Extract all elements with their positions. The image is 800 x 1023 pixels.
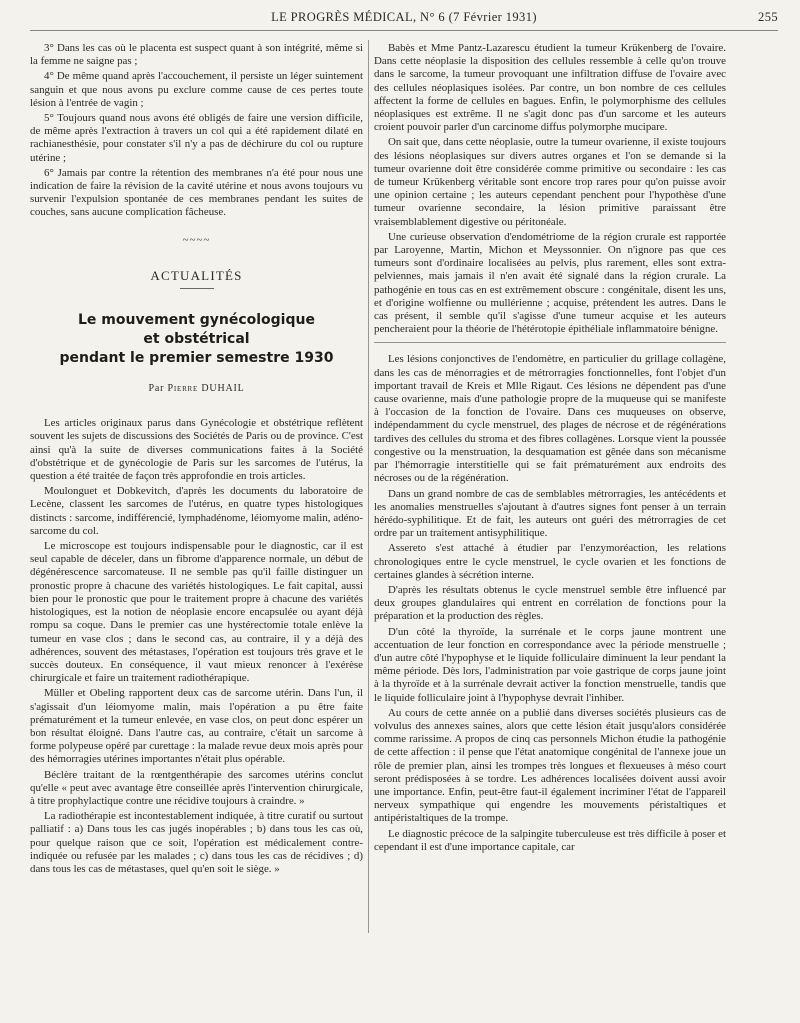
paragraph: Les lésions conjonctives de l'endomètre, en particulier du grillage collagène, dans les cas de ménorragies et de métrorragies fonctionnelles, font l'objet d'un important travail de Kreis et Mlle Rigaut. Ces lésions ne dépendent pas d'une cause ovarienne, mais d'une pathologie propre de la muqueuse qui se manifeste à l'occasion de la fonction de l'ovaire. Dans ces muqueuses on observe, indépendamment du cycle menstruel, des plages de nécrose et de régénérations tardives des cellules du stroma et des fibres collagènes. Lorsque vient la poussée congestive ou la menstruation, la desquamation est gênée dans son mécanisme par l'hémorragie interstitielle qui se fait prématurément aux endroits des nécroses ou de la régénération. (374, 353, 726, 485)
paragraph: Les articles originaux parus dans Gynécologie et obstétrique reflètent souvent les sujets de discussions des Sociétés de Paris ou de province. C'est ainsi qu'à la suite de diverses communications faites à la Société d'obstétrique et de gynécologie de Paris sur les sarcomes de l'utérus, la question a été traitée de façon très approfondie en trois articles. (30, 417, 363, 483)
section-ornament: ~~~~ (182, 233, 211, 246)
column-divider (368, 40, 369, 933)
paragraph: On sait que, dans cette néoplasie, outre la tumeur ovarienne, il existe toujours des lésions néoplasiques sur divers autres organes et l'on se demande si la tumeur ovarienne doit être considérée comme primitive ou secondaire : les cas de tumeur Krükenberg véritable sont encore trop rares pour qu'on puisse avoir une opinion certaine ; les auteurs cependant penchent pour l'hypothèse d'une tumeur ovarienne secondaire, la lésion primitive paraissant être vraisemblablement digestive ou péritonéale. (374, 136, 726, 228)
paragraph: Le microscope est toujours indispensable pour le diagnostic, car il est seul capable de déceler, dans un fibrome d'apparence normale, un début de dégénérescence sarcomateuse. Il ne semble pas qu'il faille distinguer un pronostic propre à chacune des variétés histologiques. Le fait capital, aussi bien pour le pronostic que pour le traitement propre à chacune des variétés histologiques, est la notion de néoplasie encore encapsulée ou ayant déjà rompu sa coque. Dans le premier cas une hystérectomie totale enlève la tumeur en vase clos ; dans le second cas, au contraire, il y a déjà des adhérences, souvent des métastases, l'opération est toujours très grave et le succès douteux. En conséquence, il vaut mieux renoncer à l'exérèse chirurgicale et faire un traitement radiothérapique. (30, 540, 363, 685)
paragraph: Moulonguet et Dobkevitch, d'après les documents du laboratoire de Lecène, classent les sarcomes de l'utérus, en quatre types histologiques distincts : sarcome, indifférencié, lymphadénome, léiomyome malin, adéno-sarcome du col. (30, 485, 363, 537)
paragraph: Le diagnostic précoce de la salpingite tuberculeuse est très difficile à poser et cependant il est d'une importance capitale, car (374, 827, 726, 853)
article-title-line: Le mouvement gynécologique (78, 312, 315, 329)
article-byline (30, 382, 363, 395)
byline-author: Pierre DUHAIL (167, 383, 245, 395)
paragraph-separator (374, 342, 726, 343)
paragraph: Assereto s'est attaché à étudier par l'enzymoréaction, les relations chronologiques entre le cycle menstruel, le cycle ovarien et les fonctions de certaines glandes à sécrétion interne. (374, 542, 726, 581)
section-heading: ACTUALITÉS (150, 267, 243, 283)
page-header (30, 10, 778, 30)
paragraph: 6° Jamais par contre la rétention des membranes n'a été pour nous une indication de faire la révision de la cavité utérine et nous avons toujours vu survenir l'expulsion spontanée de ces membranes pendant les suites de couches, sans aucune complication fâcheuse. (30, 166, 363, 219)
paragraph: Müller et Obeling rapportent deux cas de sarcome utérin. Dans l'un, il s'agissait d'un léiomyome malin, mais l'opération a pu être faite prématurément et la tumeur enlevée, en vase clos, on peut donc espérer un bon résultat éloigné. Dans l'autre cas, au contraire, c'était un sarcome à forme polypeuse opéré par curettage : la malade revue deux mois après pour des hémorragies utérines importantes n'était plus opérable. (30, 687, 363, 766)
paragraph: D'après les résultats obtenus le cycle menstruel semble être influencé par deux groupes glandulaires qui entrent en corrélation de fonctions pour la préparation et la production des règles. (374, 583, 726, 623)
paragraph: Au cours de cette année on a publié dans diverses sociétés plusieurs cas de volvulus des annexes saines, alors que cette lésion était jusqu'alors considérée comme rarissime. A propos de cinq cas personnels Michon étudie la pathogénie de cette affection : il pense que l'état anatomique congénital de l'annexe joue un rôle de premier plan, ainsi les trompes très longues et flexueuses à méso court seront prédisposées à se tordre. Les adhérences localisées doivent aussi avoir une importance. Enfin, peut-être faut-il également incriminer l'état de l'appareil nerveux sympathique qui engendre les mouvements péristaltiques et antipéristaltiques de la trompe. (374, 706, 726, 825)
paragraph: D'un côté la thyroïde, la surrénale et le corps jaune montrent une accentuation de leur fonction en correspondance avec la période menstruelle ; d'un autre côté l'hypophyse et le liquide folliculaire diminuent la leur pendant la même période. Dès lors, l'administration par voie gastrique de corps jaune joint à la thyroïde et à la surrénale devrait activer la fonction menstruelle, tandis que le liquide folliculaire joint à l'hypophyse devrait l'inhiber. (374, 625, 726, 704)
paragraph: 4° De même quand après l'accouchement, il persiste un léger suintement sanguin et que nous avons pu exclure comme cause de ces pertes toute lésion à l'entrée de vagin ; (30, 70, 363, 109)
article-title-line: pendant le premier semestre 1930 (59, 350, 334, 367)
paragraph: La radiothérapie est incontestablement indiquée, à titre curatif ou surtout palliatif : a) Dans tous les cas jugés inopérables ; b) dans tous les cas où, pour quelque raison que ce soit, l'opération est médicalement contre-indiquée ou refusée par les malades ; c) dans tous les cas de récidives ; d) dans tous les cas de métastases, quel qu'en soit le siège. » (30, 810, 363, 875)
paragraph: 3° Dans les cas où le placenta est suspect quant à son intégrité, même si la femme ne saigne pas ; (30, 42, 363, 68)
paragraph: Babès et Mme Pantz-Lazarescu étudient la tumeur Krükenberg de l'ovaire. Dans cette néoplasie la disposition des cellules ressemble à celle qu'on trouve dans le sarcome, la tumeur provoquant une infiltration diffuse de l'ovaire avec des cellules néoplasiques isolées. Par contre, un bon nombre de ces cellules affectent la forme de cellules en bagues. Enfin, le polymorphisme des cellules néoplasiques est extrême. Il ne s'agit donc pas d'un sarcome et les auteurs croient pouvoir parler d'un carcinome diffus polymorphe mucipare. (374, 42, 726, 134)
journal-title: LE PROGRÈS MÉDICAL, N° 6 (7 Février 1931) (271, 10, 537, 24)
left-column (30, 42, 363, 878)
paragraph: Béclère traitant de la rœntgenthérapie des sarcomes utérins conclut qu'elle « peut avec avantage être conseillée après l'intervention chirurgicale, à titre prophylactique contre une récidive toujours à craindre. » (30, 768, 363, 807)
page-number: 255 (758, 10, 778, 24)
header-rule (30, 30, 778, 31)
paragraph: Une curieuse observation d'endométriome de la région crurale est rapportée par Laroyenne, Martin, Michon et Meyssonnier. On n'ignore pas que ces tumeurs sont d'ordinaire localisées au pelvis, plus rarement, elles sont extra-pelviennes, mais jamais il n'en avait été signalé dans la région crurale. La pathogénie en tous cas en est extrêmement obscure : congénitale, disent les uns, et d'origine wolfienne ou mullérienne ; acquise, prétendent les autres. Dans le cas présent, il semble qu'il s'agisse d'une tumeur acquise et les auteurs pencheraient pour la théorie de l'hétérotopie épithéliale inflammatoire bénigne. (374, 230, 726, 336)
right-column (374, 42, 726, 856)
paragraph: 5° Toujours quand nous avons été obligés de faire une version difficile, de même après l'extraction à travers un col qui a été rapidement dilaté en rachianesthésie, pour constater s'il n'y a pas de déchirure du col ou rupture utérine ; (30, 112, 363, 164)
paragraph: Dans un grand nombre de cas de semblables métrorragies, les antécédents et les anomalies menstruelles s'ajoutant à d'autres signes font penser à un terrain hérédo-syphilitique. Et de fait, les auteurs ont guéri des métrorragies de cet ordre par un traitement antisyphilitique. (374, 487, 726, 540)
section-rule (180, 288, 214, 289)
article-title (30, 311, 363, 368)
article-title-line: et obstétrical (143, 331, 250, 348)
byline-prefix: Par (148, 383, 165, 395)
